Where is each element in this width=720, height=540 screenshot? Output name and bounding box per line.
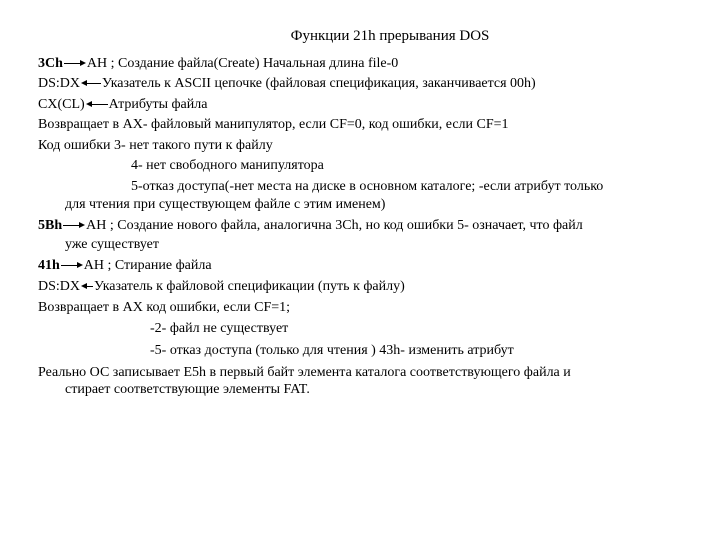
func-desc-41h: AH ; Стирание файла	[83, 258, 212, 273]
line-3ch	[38, 55, 398, 72]
line-del-error-5: -5- отказ доступа (только для чтения ) 43h- изменить атрибут	[150, 343, 514, 358]
line-error-5-cont: для чтения при существующем файле с этим именем)	[65, 197, 386, 212]
line-error-4: 4- нет свободного манипулятора	[131, 158, 324, 173]
func-code-41h: 41h	[38, 258, 60, 273]
arrow-left-icon	[86, 100, 108, 110]
line-error-5: 5-отказ доступа(-нет места на диске в основном каталоге; -если атрибут только	[131, 179, 604, 194]
line-note-cont: стирает соответствующие элементы FAT.	[65, 382, 310, 397]
line-5bh-cont: уже существует	[65, 237, 160, 252]
register-dsdx: DS:DX	[38, 279, 81, 294]
register-cxcl-desc: Атрибуты файла	[108, 97, 208, 112]
line-dsdx-1	[38, 75, 536, 92]
line-returns-1: Возвращает в AX- файловый манипулятор, если CF=0, код ошибки, если CF=1	[38, 117, 509, 132]
line-5bh	[38, 217, 583, 234]
register-dsdx-desc: Указатель к файловой спецификации (путь к файлу)	[94, 279, 405, 294]
register-dsdx: DS:DX	[38, 76, 81, 91]
line-error-3: Код ошибки 3- нет такого пути к файлу	[38, 138, 273, 153]
register-dsdx-desc: Указатель к ASCII цепочке (файловая спецификация, заканчивается 00h)	[102, 76, 536, 91]
line-cxcl	[38, 96, 207, 113]
register-cxcl: CX(CL)	[38, 97, 85, 112]
func-code-5bh: 5Bh	[38, 218, 63, 233]
func-desc-3ch: AH ; Создание файла(Create) Начальная длина file-0	[86, 56, 399, 71]
line-41h	[38, 257, 212, 274]
line-dsdx-2	[38, 278, 405, 295]
arrow-right-icon	[64, 59, 86, 69]
line-del-error-2: -2- файл не существует	[150, 321, 289, 336]
slide-title: Функции 21h прерывания DOS	[290, 28, 490, 44]
line-returns-2: Возвращает в AX код ошибки, если CF=1;	[38, 300, 291, 315]
arrow-left-icon	[81, 79, 101, 89]
arrow-left-icon	[81, 282, 93, 292]
arrow-right-icon	[63, 221, 85, 231]
line-note: Реально ОС записывает E5h в первый байт элемента каталога соответствующего файла и	[38, 365, 571, 380]
arrow-right-icon	[61, 261, 83, 271]
func-desc-5bh: AH ; Создание нового файла, аналогична 3Ch, но код ошибки 5- означает, что файл	[86, 218, 583, 233]
func-code-3ch: 3Ch	[38, 56, 63, 71]
